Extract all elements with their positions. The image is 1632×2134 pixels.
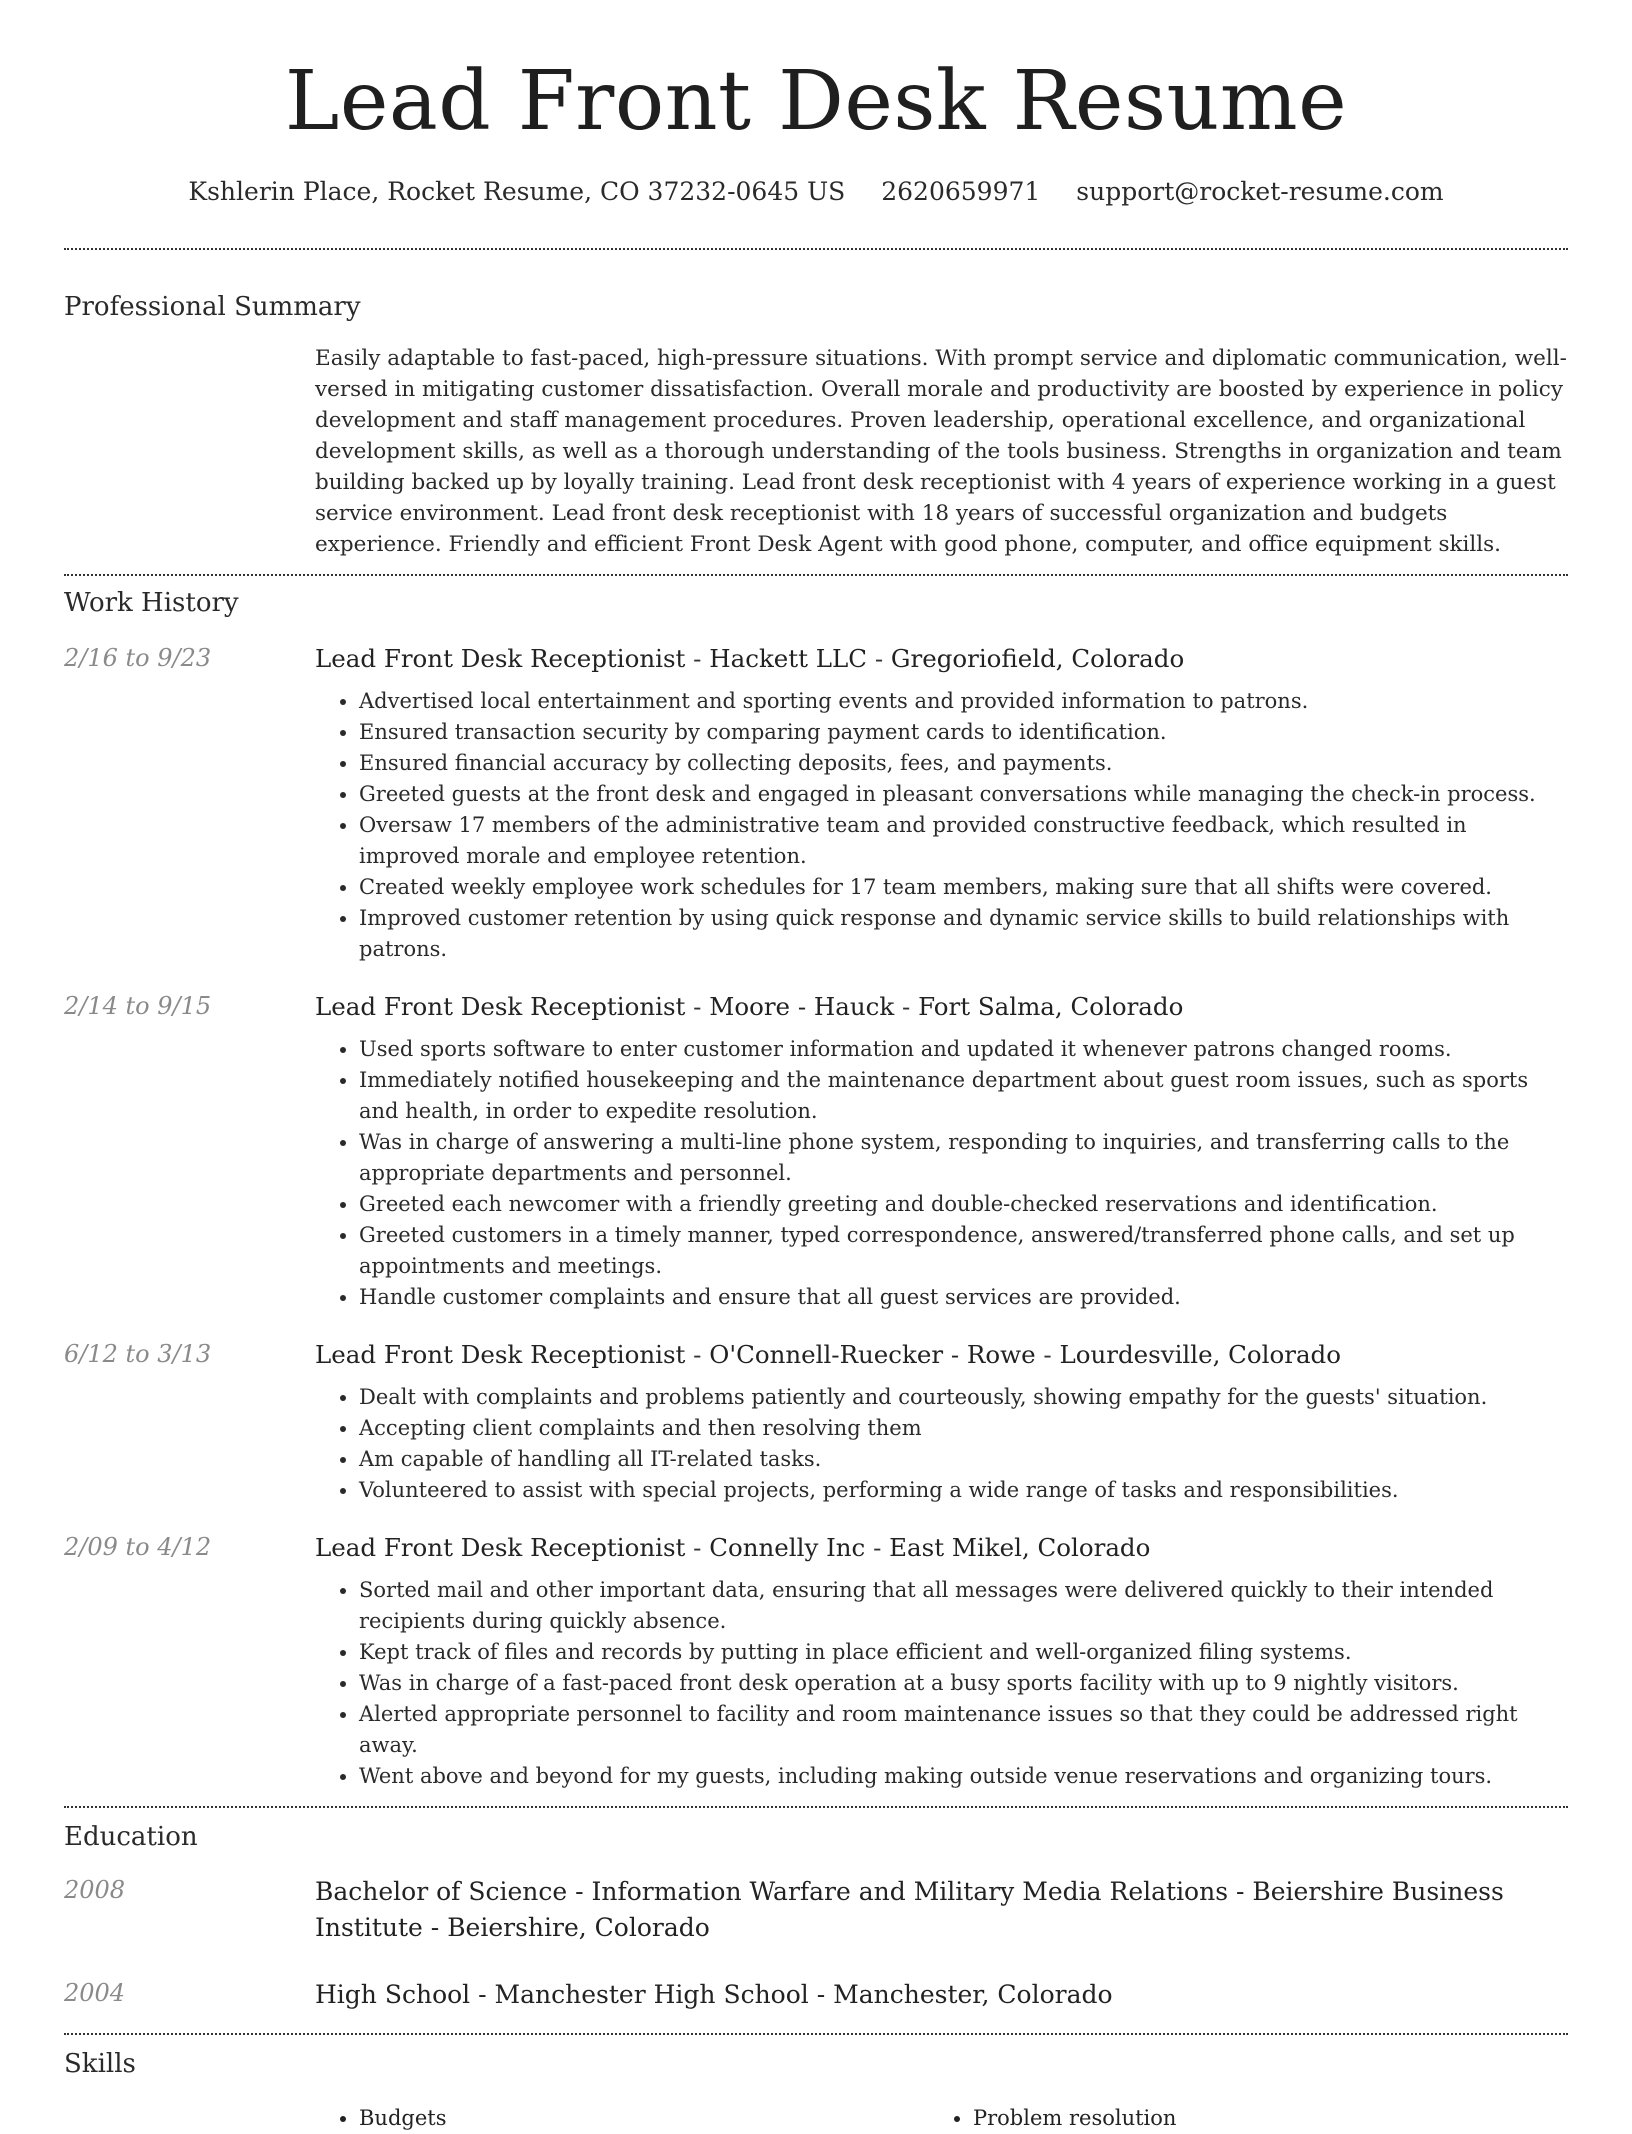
contact-line	[64, 176, 1568, 208]
list-item: • Oversaw 17 members of the administrative team and provided constructive feedback, which resulted in improved morale and employee retention.	[359, 810, 1568, 872]
education-degree: Bachelor of Science	[315, 1877, 568, 1906]
education-heading: Bachelor of Science - Information Warfare and Military Media Relations - Beiershire Business Institute - Beiershire, Colorado	[315, 1877, 1504, 1942]
job-role: Lead Front Desk Receptionist	[315, 644, 686, 673]
list-item: • Greeted customers in a timely manner, typed correspondence, answered/transferred phone calls, and set up appointments and meetings.	[359, 1220, 1568, 1282]
contact-address: Kshlerin Place, Rocket Resume, CO 37232-0645 US	[188, 177, 846, 206]
list-item: • Accepting client complaints and then resolving them	[359, 1413, 1568, 1444]
skills-list	[315, 2103, 1568, 2134]
education-location: Manchester, Colorado	[833, 1980, 1113, 2009]
list-item: • Improved customer retention by using quick response and dynamic service skills to build relationships with patrons.	[359, 903, 1568, 965]
list-item: • Ensured transaction security by comparing payment cards to identification.	[359, 717, 1568, 748]
education-field: Information Warfare and Military Media Relations	[591, 1877, 1229, 1906]
list-item: • Created weekly employee work schedules for 17 team members, making sure that all shifts were covered.	[359, 872, 1568, 903]
job-heading: Lead Front Desk Receptionist - Connelly Inc - East Mikel, Colorado	[315, 1533, 1151, 1562]
list-item: • Kept track of files and records by putting in place efficient and well-organized filing systems.	[359, 1637, 1568, 1668]
list-item: • Am capable of handling all IT-related tasks.	[359, 1444, 1568, 1475]
section-title-skills: Skills	[64, 2049, 136, 2079]
job-heading: Lead Front Desk Receptionist - Hackett LLC - Gregoriofield, Colorado	[315, 644, 1185, 673]
section-title-summary: Professional Summary	[64, 292, 361, 322]
summary-text: Easily adaptable to fast-paced, high-pressure situations. With prompt service and diplomatic communication, well-versed in mitigating customer dissatisfaction. Overall morale and productivity are boosted by experience in policy development and staff management procedures. Proven leadership, operational excellence, and organizational development skills, as well as a thorough understanding of the tools business. Strengths in organization and team building backed up by loyally training. Lead front desk receptionist with 4 years of experience working in a guest service environment. Lead front desk receptionist with 18 years of successful organization and budgets experience. Friendly and efficient Front Desk Agent with good phone, computer, and office equipment skills.	[315, 346, 1567, 557]
divider	[64, 574, 1568, 576]
job-location: Fort Salma, Colorado	[918, 992, 1184, 1021]
list-item: • Sorted mail and other important data, ensuring that all messages were delivered quickly to their intended recipients during quickly absence.	[359, 1575, 1568, 1637]
skills-column-left	[315, 2103, 929, 2134]
job-bullets	[315, 1575, 1568, 1792]
list-item: • Immediately notified housekeeping and the maintenance department about guest room issues, such as sports and health, in order to expedite resolution.	[359, 1065, 1568, 1127]
list-item: • Was in charge of a fast-paced front desk operation at a busy sports facility with up to 9 nightly visitors.	[359, 1668, 1568, 1699]
summary-row	[64, 343, 1568, 560]
education-degree: High School	[315, 1980, 471, 2009]
job-heading: Lead Front Desk Receptionist - O'Connell-Ruecker - Rowe - Lourdesville, Colorado	[315, 1340, 1341, 1369]
job-entry	[64, 1531, 1568, 1792]
skill-item: • Budgets	[359, 2103, 929, 2134]
list-item: • Handle customer complaints and ensure that all guest services are provided.	[359, 1282, 1568, 1313]
job-dates: 2/09 to 4/12	[64, 1533, 212, 1561]
list-item: • Used sports software to enter customer information and updated it whenever patrons changed rooms.	[359, 1034, 1568, 1065]
education-location: Beiershire, Colorado	[447, 1913, 710, 1942]
divider	[64, 248, 1568, 250]
list-item: • Alerted appropriate personnel to facility and room maintenance issues so that they could be addressed right away.	[359, 1699, 1568, 1761]
job-heading: Lead Front Desk Receptionist - Moore - Hauck - Fort Salma, Colorado	[315, 992, 1184, 1021]
divider	[64, 2033, 1568, 2035]
job-entry	[64, 642, 1568, 965]
resume-title: Lead Front Desk Resume	[284, 54, 1348, 149]
job-company: Connelly Inc	[709, 1533, 866, 1562]
job-company: O'Connell-Ruecker - Rowe	[709, 1340, 1036, 1369]
job-company: Moore - Hauck	[709, 992, 895, 1021]
education-heading: High School - Manchester High School - Manchester, Colorado	[315, 1980, 1113, 2009]
list-item: • Dealt with complaints and problems patiently and courteously, showing empathy for the guests' situation.	[359, 1382, 1568, 1413]
job-role: Lead Front Desk Receptionist	[315, 992, 686, 1021]
job-role: Lead Front Desk Receptionist	[315, 1340, 686, 1369]
list-item: • Greeted guests at the front desk and engaged in pleasant conversations while managing the check-in process.	[359, 779, 1568, 810]
education-year: 2004	[64, 1979, 126, 2007]
education-entry	[64, 1874, 1568, 1946]
list-item: • Greeted each newcomer with a friendly greeting and double-checked reservations and identification.	[359, 1189, 1568, 1220]
education-entry	[64, 1977, 1568, 2013]
job-bullets	[315, 686, 1568, 965]
skill-item: • Problem resolution	[973, 2103, 1543, 2134]
education-school: Beiershire Business Institute	[315, 1877, 1504, 1942]
list-item: • Ensured financial accuracy by collecting deposits, fees, and payments.	[359, 748, 1568, 779]
job-location: Lourdesville, Colorado	[1059, 1340, 1341, 1369]
divider	[64, 1806, 1568, 1808]
skills-column-right	[929, 2103, 1543, 2134]
job-entry	[64, 990, 1568, 1313]
job-entry	[64, 1338, 1568, 1506]
education-school: Manchester High School	[494, 1980, 809, 2009]
job-company: Hackett LLC	[709, 644, 868, 673]
list-item: • Was in charge of answering a multi-line phone system, responding to inquiries, and transferring calls to the appropriate departments and personnel.	[359, 1127, 1568, 1189]
job-dates: 2/14 to 9/15	[64, 992, 212, 1020]
job-location: East Mikel, Colorado	[889, 1533, 1151, 1562]
list-item: • Advertised local entertainment and sporting events and provided information to patrons.	[359, 686, 1568, 717]
contact-phone: 2620659971	[881, 177, 1041, 206]
job-location: Gregoriofield, Colorado	[890, 644, 1185, 673]
list-item: • Volunteered to assist with special projects, performing a wide range of tasks and responsibilities.	[359, 1475, 1568, 1506]
section-title-work: Work History	[64, 588, 239, 618]
skills-row	[64, 2103, 1568, 2134]
section-title-education: Education	[64, 1822, 198, 1852]
job-dates: 6/12 to 3/13	[64, 1340, 212, 1368]
job-role: Lead Front Desk Receptionist	[315, 1533, 686, 1562]
job-bullets	[315, 1034, 1568, 1313]
job-dates: 2/16 to 9/23	[64, 644, 212, 672]
contact-email: support@rocket-resume.com	[1076, 177, 1444, 206]
education-year: 2008	[64, 1876, 126, 1904]
job-bullets	[315, 1382, 1568, 1506]
list-item: • Went above and beyond for my guests, including making outside venue reservations and organizing tours.	[359, 1761, 1568, 1792]
